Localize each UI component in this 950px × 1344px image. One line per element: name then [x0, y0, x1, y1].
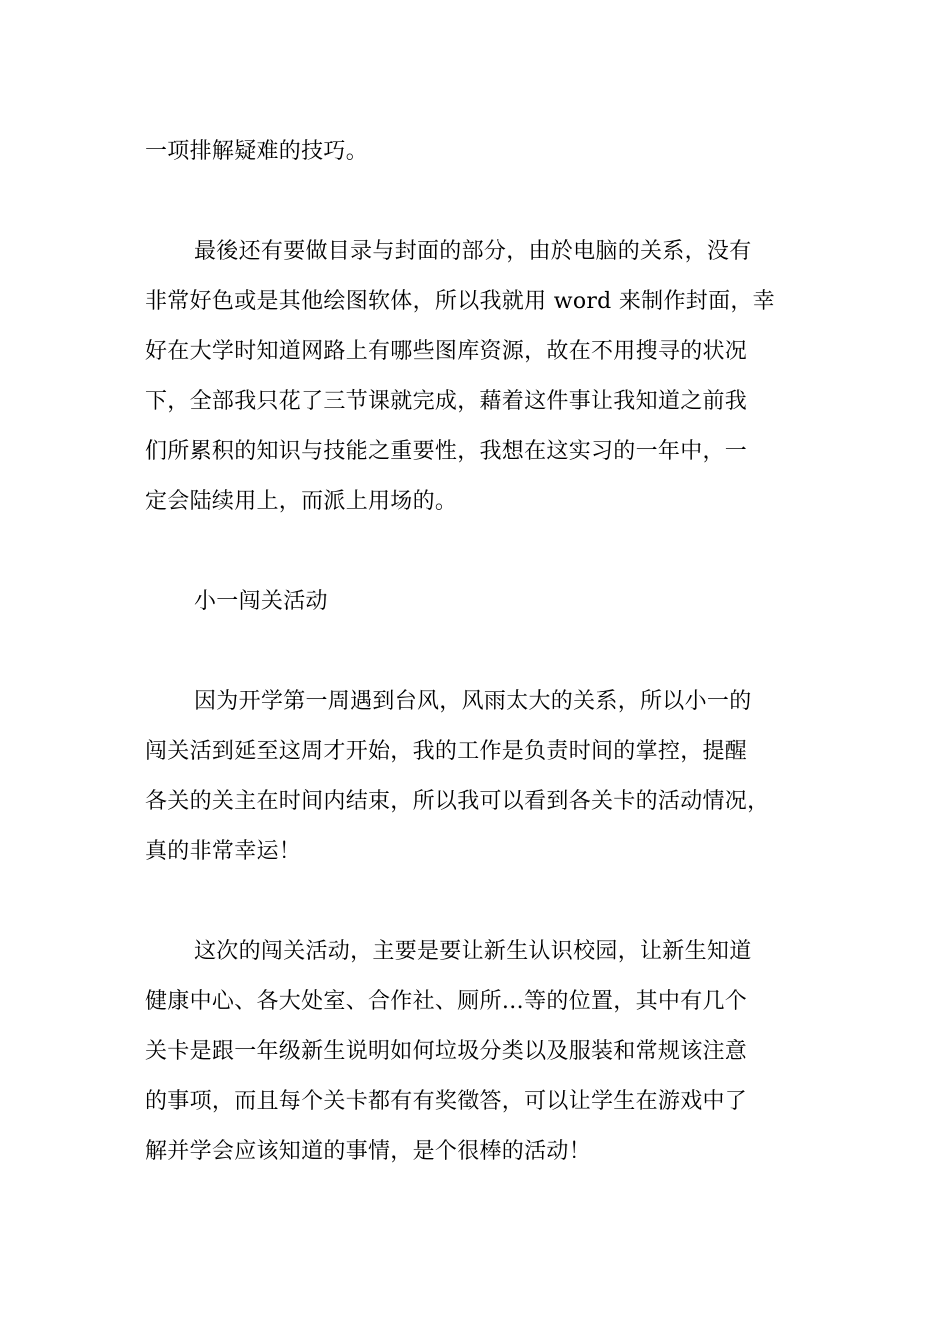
paragraph-line: 闯关活到延至这周才开始，我的工作是负责时间的掌控，提醒 — [145, 739, 748, 764]
paragraph-line: 真的非常幸运！ — [145, 839, 302, 864]
paragraph-line: 各关的关主在时间内结束，所以我可以看到各关卡的活动情况， — [145, 789, 770, 814]
paragraph-line: 解并学会应该知道的事情，是个很棒的活动！ — [145, 1139, 592, 1164]
paragraph-line: 定会陆续用上，而派上用场的。 — [145, 489, 458, 514]
paragraph-line: 这次的闯关活动，主要是要让新生认识校园，让新生知道 — [194, 939, 752, 964]
paragraph-line: 因为开学第一周遇到台风，风雨太大的关系，所以小一的 — [194, 689, 752, 714]
paragraph-line: 一项排解疑难的技巧。 — [145, 139, 369, 164]
paragraph-line: 非常好色或是其他绘图软体，所以我就用 word 来制作封面，幸 — [145, 289, 775, 314]
paragraph-line: 下，全部我只花了三节课就完成，藉着这件事让我知道之前我 — [145, 389, 748, 414]
paragraph-line: 健康中心、各大处室、合作社、厕所…等的位置，其中有几个 — [145, 989, 748, 1014]
paragraph-line: 关卡是跟一年级新生说明如何垃圾分类以及服装和常规该注意 — [145, 1039, 748, 1064]
paragraph-line: 的事项，而且每个关卡都有有奖徵答，可以让学生在游戏中了 — [145, 1089, 748, 1114]
paragraph-line: 最後还有要做目录与封面的部分，由於电脑的关系，没有 — [194, 239, 752, 264]
section-heading: 小一闯关活动 — [194, 589, 328, 614]
paragraph-line: 们所累积的知识与技能之重要性，我想在这实习的一年中，一 — [145, 439, 748, 464]
paragraph-line: 好在大学时知道网路上有哪些图库资源，故在不用搜寻的状况 — [145, 339, 748, 364]
